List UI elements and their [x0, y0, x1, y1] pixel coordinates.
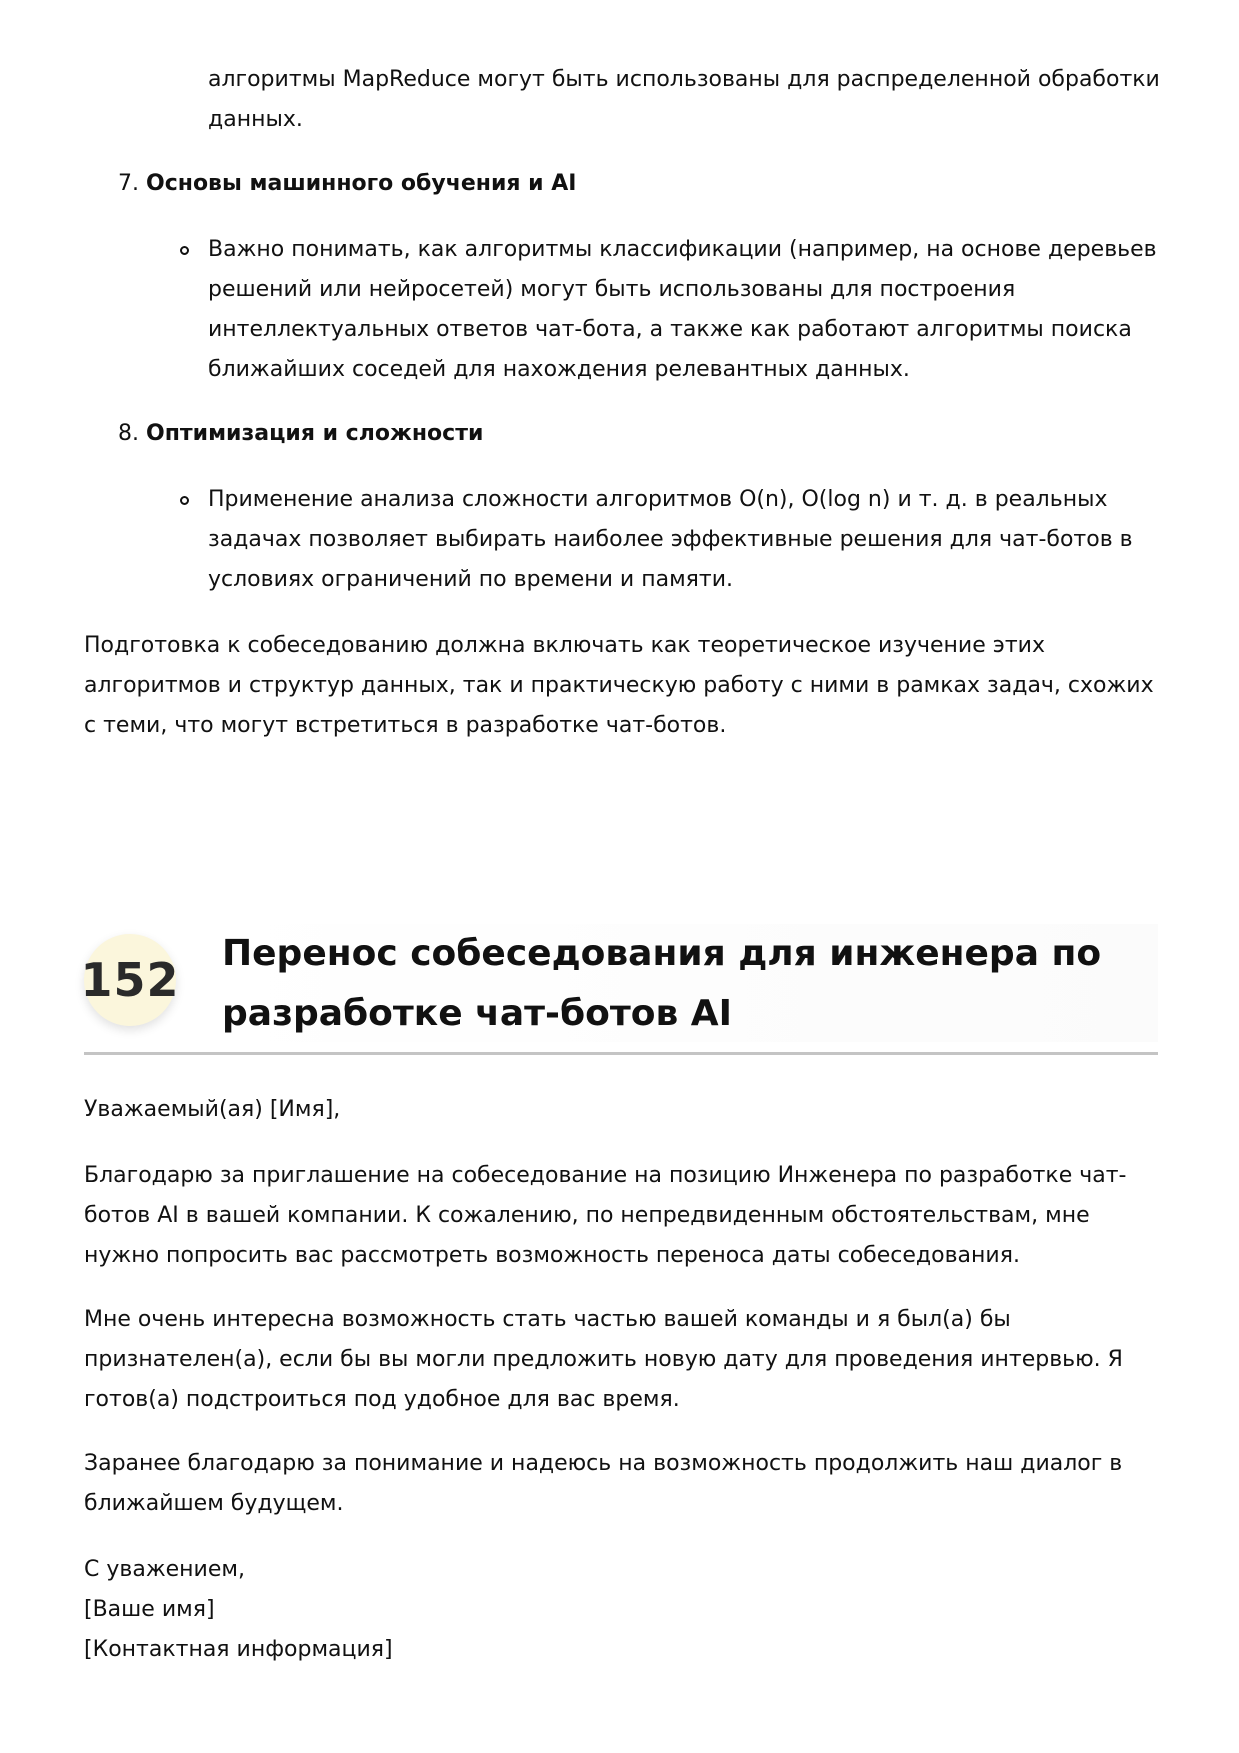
bullet-item	[208, 230, 1168, 390]
bullet-item	[208, 480, 1168, 600]
list-item-7	[118, 164, 1118, 204]
letter-paragraph	[84, 1444, 1164, 1524]
closing-text: С уважением,	[84, 1557, 245, 1582]
bullet-circle-icon	[180, 496, 189, 505]
section-header	[80, 924, 1158, 1054]
letter-signature	[84, 1550, 784, 1670]
letter-paragraph	[84, 1156, 1164, 1276]
section-number-badge: 152	[84, 934, 176, 1026]
bullet-text: Важно понимать, как алгоритмы классификации (например, на основе деревьев решений или нейросетей) могут быть использованы для построения интеллектуальных ответов чат-бота, а также как работают алгоритмы поиска ближайших соседей для нахождения релевантных данных.	[208, 237, 1157, 382]
conclusion-paragraph	[84, 626, 1164, 746]
letter-paragraph-text: Заранее благодарю за понимание и надеюсь на возможность продолжить наш диалог в ближайшем будущем.	[84, 1451, 1123, 1516]
list-item-8	[118, 414, 1118, 454]
sender-name: [Ваше имя]	[84, 1597, 215, 1622]
bullet-continuation	[208, 60, 1168, 140]
letter-paragraph-text: Мне очень интересна возможность стать частью вашей команды и я был(а) бы признателен(а), если бы вы могли предложить новую дату для проведения интервью. Я готов(а) подстроиться под удобное для вас время.	[84, 1307, 1123, 1412]
bullet-text: Применение анализа сложности алгоритмов O(n), O(log n) и т. д. в реальных задачах позволяет выбирать наиболее эффективные решения для чат-ботов в условиях ограничений по времени и памяти.	[208, 487, 1133, 592]
greeting-text: Уважаемый(ая) [Имя],	[84, 1097, 341, 1122]
list-item-heading: Основы машинного обучения и AI	[146, 171, 577, 196]
letter-greeting	[84, 1090, 1164, 1130]
conclusion-text: Подготовка к собеседованию должна включать как теоретическое изучение этих алгоритмов и структур данных, так и практическую работу с ними в рамках задач, схожих с теми, что могут встретиться в разработке чат-ботов.	[84, 633, 1154, 738]
bullet-circle-icon	[180, 246, 189, 255]
bullet-continuation-text: алгоритмы MapReduce могут быть использованы для распределенной обработки данных.	[208, 67, 1160, 132]
list-item-number: 7.	[118, 171, 139, 196]
letter-paragraph	[84, 1300, 1164, 1420]
list-item-number: 8.	[118, 421, 139, 446]
list-item-heading: Оптимизация и сложности	[146, 421, 484, 446]
letter-paragraph-text: Благодарю за приглашение на собеседование на позицию Инженера по разработке чат-ботов AI в вашей компании. К сожалению, по непредвиденным обстоятельствам, мне нужно попросить вас рассмотреть возможность переноса даты собеседования.	[84, 1163, 1127, 1268]
section-divider	[84, 1052, 1158, 1055]
section-title: Перенос собеседования для инженера по разработке чат-ботов AI	[222, 933, 1102, 1034]
sender-contact: [Контактная информация]	[84, 1637, 393, 1662]
